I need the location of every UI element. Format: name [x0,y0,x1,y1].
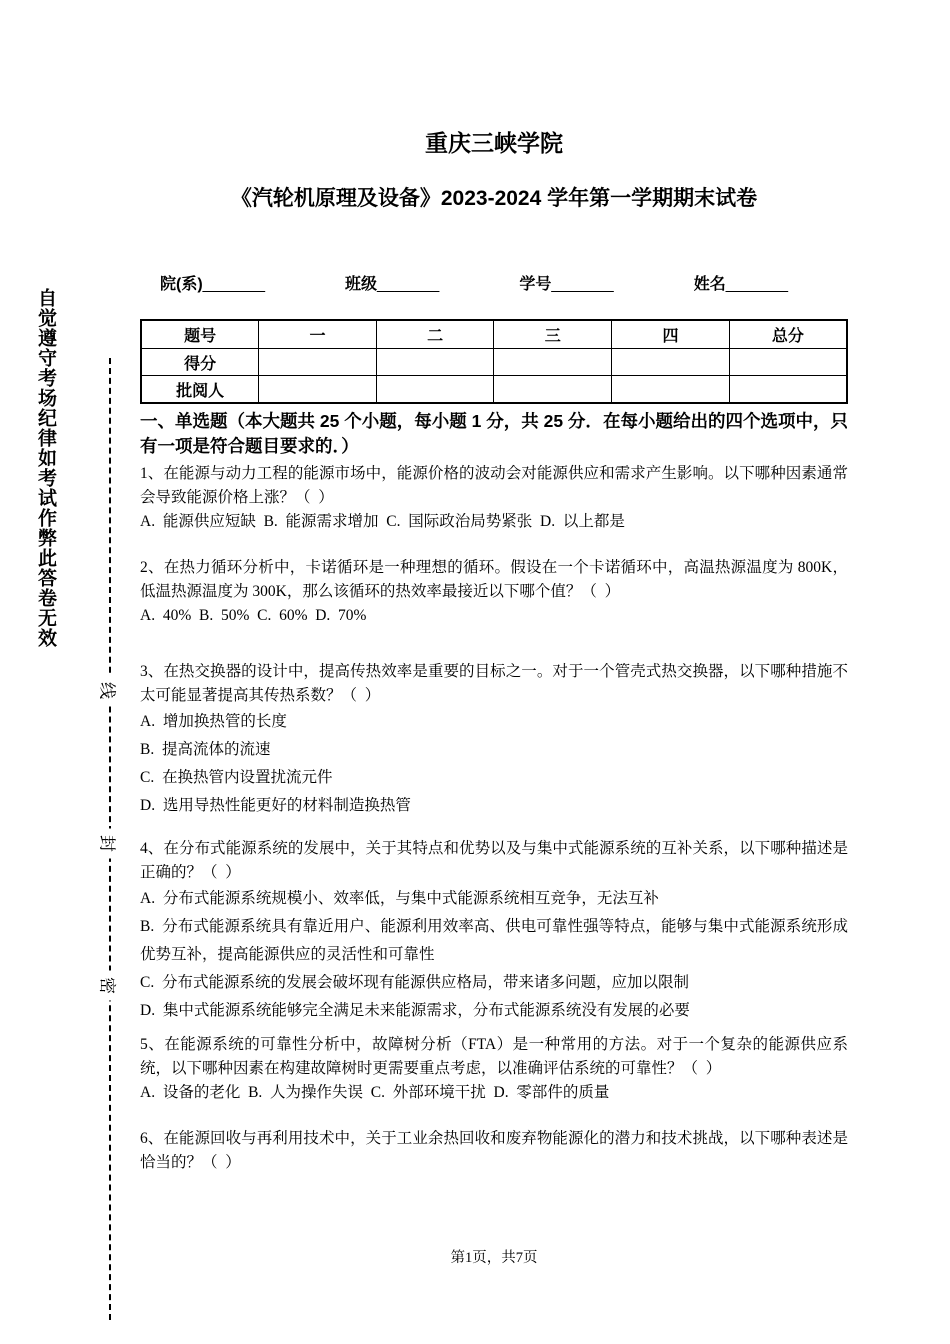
score-cell [729,349,847,376]
exam-discipline-notice: 自觉遵守考场纪律如考试作弊此答卷无效 [35,288,56,648]
question-4-option-c: C. 分布式能源系统的发展会破坏现有能源供应格局，带来诸多问题，应加以限制 [140,974,689,991]
field-class-label: 班级 [345,276,378,293]
field-student-id-blank: _______ [551,276,614,293]
seal-char-mi: 密 [97,971,122,1001]
question-2 [140,556,848,628]
reviewer-row-label: 批阅人 [141,376,259,404]
score-cell [494,376,612,404]
score-table-header-cell: 三 [494,320,612,349]
field-name-label: 姓名 [693,276,726,293]
exam-content [140,0,848,1175]
score-cell [612,376,730,404]
school-title: 重庆三峡学院 [425,130,563,156]
question-4-option-a: A. 分布式能源系统规模小、效率低，与集中式能源系统相互竞争，无法互补 [140,890,659,907]
field-class-blank: _______ [377,276,440,293]
seal-char-feng: 封 [97,829,122,859]
score-row-label: 得分 [141,349,259,376]
field-department [160,274,265,296]
score-cell [376,349,494,376]
question-2-options: A. 40% B. 50% C. 60% D. 70% [140,607,367,624]
score-cell [259,376,377,404]
question-3-stem: 3、在热交换器的设计中，提高传热效率是重要的目标之一。对于一个管壳式热交换器，以下哪种措施不太可能显著提高其传热系数？（ ） [140,663,848,704]
score-cell [729,376,847,404]
score-table-header-cell: 四 [612,320,730,349]
reviewer-row [141,376,847,404]
question-3-option-c: C. 在换热管内设置扰流元件 [140,769,333,786]
question-3 [140,660,848,820]
exam-title: 《汽轮机原理及设备》2023-2024 学年第一学期期末试卷 [230,187,758,210]
question-4-option-b: B. 分布式能源系统具有靠近用户、能源利用效率高、供电可靠性强等特点，能够与集中式能源系统形成优势互补，提高能源供应的灵活性和可靠性 [140,918,848,963]
question-6-stem: 6、在能源回收与再利用技术中，关于工业余热回收和废弃物能源化的潜力和技术挑战，以下哪种表述是恰当的？（ ） [140,1130,848,1171]
question-5-stem: 5、在能源系统的可靠性分析中，故障树分析（FTA）是一种常用的方法。对于一个复杂的能源供应系统，以下哪种因素在构建故障树时更需要重点考虑，以准确评估系统的可靠性？（ ） [140,1036,848,1077]
field-department-label: 院(系) [160,276,203,293]
field-class [345,274,439,296]
question-2-stem: 2、在热力循环分析中，卡诺循环是一种理想的循环。假设在一个卡诺循环中，高温热源温度为 800K，低温热源温度为 300K，那么该循环的热效率最接近以下哪个值？（ ） [140,559,848,600]
score-cell [376,376,494,404]
field-student-id-label: 学号 [519,276,552,293]
score-table-header-cell: 一 [259,320,377,349]
question-6 [140,1127,848,1175]
question-1 [140,462,848,534]
question-3-option-d: D. 选用导热性能更好的材料制造换热管 [140,797,411,814]
question-1-stem: 1、在能源与动力工程的能源市场中，能源价格的波动会对能源供应和需求产生影响。以下哪种因素通常会导致能源价格上涨？（ ） [140,465,848,506]
field-name [694,274,788,296]
score-cell [259,349,377,376]
score-table-header-cell: 题号 [141,320,259,349]
question-3-option-b: B. 提高流体的流速 [140,741,271,758]
score-table-header-cell: 二 [376,320,494,349]
field-name-blank: _______ [725,276,788,293]
question-1-options: A. 能源供应短缺 B. 能源需求增加 C. 国际政治局势紧张 D. 以上都是 [140,513,625,530]
score-cell [494,349,612,376]
field-department-blank: _______ [202,276,265,293]
score-cell [612,349,730,376]
score-table [140,319,848,404]
question-4-stem: 4、在分布式能源系统的发展中，关于其特点和优势以及与集中式能源系统的互补关系，以下哪种描述是正确的？（ ） [140,840,848,881]
question-5 [140,1033,848,1105]
question-4-option-d: D. 集中式能源系统能够完全满足未来能源需求，分布式能源系统没有发展的必要 [140,1002,690,1019]
field-student-id [519,274,613,296]
seal-char-xian: 线 [97,676,122,706]
score-table-header-row [141,320,847,349]
question-5-options: A. 设备的老化 B. 人为操作失误 C. 外部环境干扰 D. 零部件的质量 [140,1084,610,1101]
page-number-footer: 第1页，共7页 [450,1250,538,1266]
score-row [141,349,847,376]
question-4 [140,837,848,1025]
section-1-heading: 一、单选题（本大题共 25 个小题，每小题 1 分，共 25 分．在每小题给出的四个选项中，只有一项是符合题目要求的．） [140,411,848,456]
student-info-row [140,274,848,296]
question-3-option-a: A. 增加换热管的长度 [140,713,287,730]
score-table-header-cell: 总分 [729,320,847,349]
